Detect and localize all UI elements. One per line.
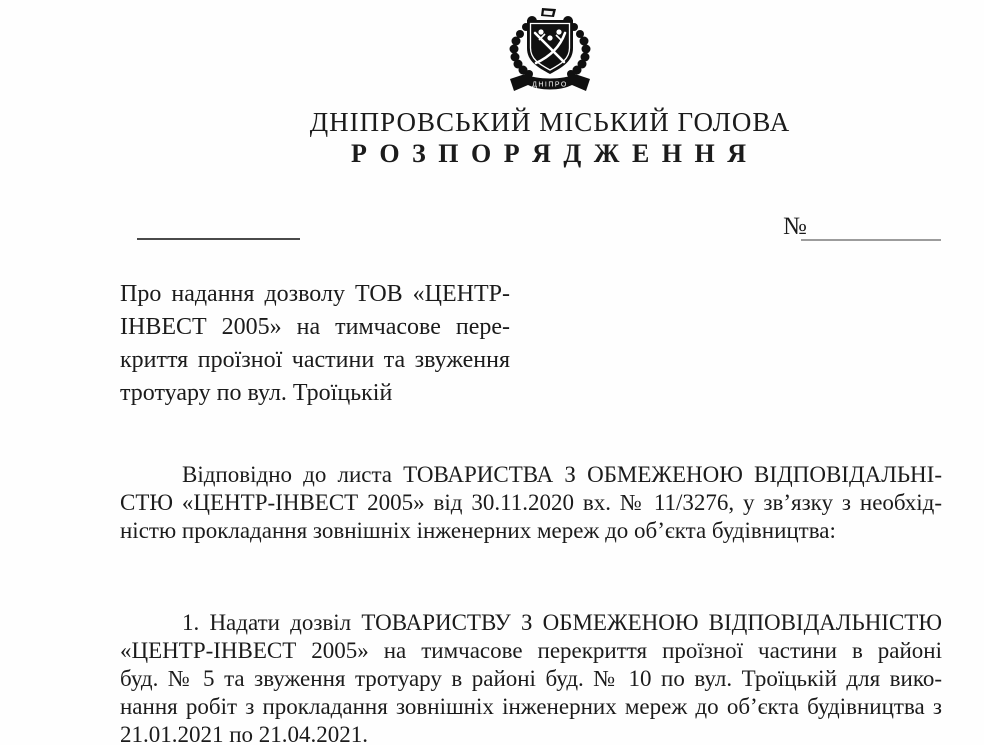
coat-of-arms-icon: [496, 7, 604, 99]
text-line: «ЦЕНТР-ІНВЕСТ 2005» на тимчасове перекриття проїзної частини в районі: [120, 638, 942, 663]
text-line: Відповідно до листа ТОВАРИСТВА З ОБМЕЖЕНОЮ ВІДПОВІДАЛЬНІ-: [182, 462, 942, 487]
body-paragraph-2: [120, 609, 942, 745]
emblem-banner-text: ДНІПРО: [532, 81, 568, 89]
city-coat-of-arms: [496, 7, 604, 99]
body-paragraph-1: [120, 461, 942, 545]
subject-line: ІНВЕСТ 2005» на тимчасове пере-: [120, 314, 510, 340]
text-line: 1. Надати дозвіл ТОВАРИСТВУ З ОБМЕЖЕНОЮ ВІДПОВІДАЛЬНІСТЮ: [182, 610, 942, 635]
text-line: 21.01.2021 по 21.04.2021.: [120, 722, 369, 745]
subject-line: криття проїзної частини та звуження: [120, 347, 510, 373]
subject-line: Про надання дозволу ТОВ «ЦЕНТР-: [120, 281, 510, 307]
text-line: ністю прокладання зовнішніх інженерних мереж до об’єкта будівництва:: [120, 518, 836, 543]
text-line: буд. № 5 та звуження тротуару в районі буд. № 10 по вул. Троїцькій для вико-: [120, 666, 942, 691]
document-issuer-title: ДНІПРОВСЬКИЙ МІСЬКИЙ ГОЛОВА: [309, 107, 791, 137]
text-line: СТЮ «ЦЕНТР-ІНВЕСТ 2005» від 30.11.2020 вх. № 11/3276, у зв’язку з необхід-: [120, 490, 942, 515]
document-number-label: №: [783, 213, 807, 240]
document-type-title: Р О З П О Р Я Д Ж Е Н Н Я: [350, 139, 750, 168]
date-blank-line: [137, 224, 300, 240]
subject-line: тротуару по вул. Троїцькій: [120, 380, 393, 406]
number-blank-line: [801, 224, 941, 241]
subject-paragraph: [120, 278, 510, 410]
text-line: нання робіт з прокладання зовнішніх інженерних мереж до об’єкта будівництва з: [120, 694, 942, 719]
